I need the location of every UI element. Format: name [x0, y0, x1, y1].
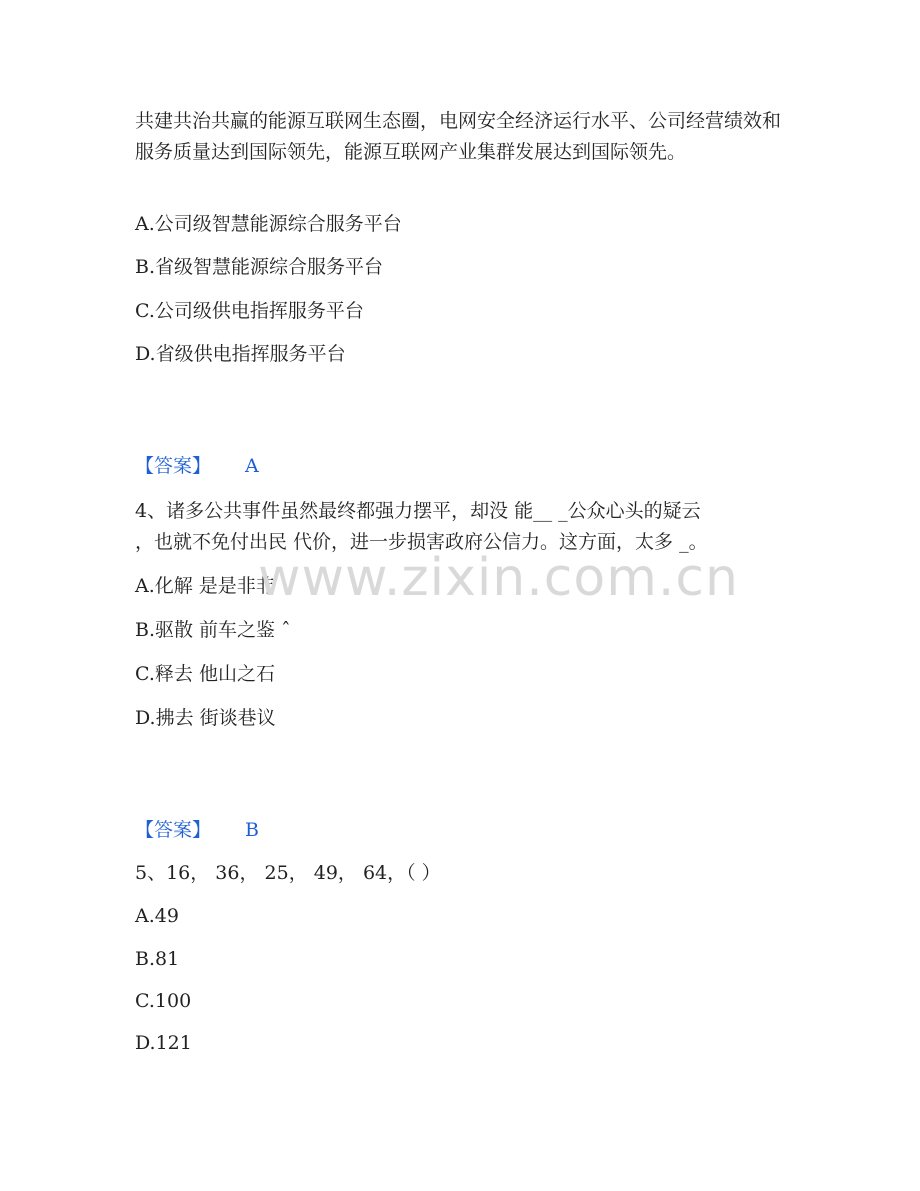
- q3-option-c: C.公司级供电指挥服务平台: [135, 300, 364, 322]
- q4-answer: [135, 819, 259, 841]
- q5-option-c: C.100: [135, 990, 192, 1012]
- q3-option-a: A.公司级智慧能源综合服务平台: [135, 213, 402, 235]
- q4-stem-line2: ，也就不免付出民 代价，进一步损害政府公信力。这方面，太多 _。: [135, 531, 708, 553]
- q4-option-d: D.拂去 街谈巷议: [135, 707, 276, 729]
- q4-stem-line1: 4、诸多公共事件虽然最终都强力摆平，却没 能__ _公众心头的疑云: [135, 500, 701, 522]
- q4-answer-value: B: [245, 819, 259, 841]
- q5-option-d: D.121: [135, 1032, 192, 1054]
- q3-answer-value: A: [245, 455, 259, 477]
- q3-option-d: D.省级供电指挥服务平台: [135, 343, 346, 365]
- q3-stem-continuation: 共建共治共赢的能源互联网生态圈，电网安全经济运行水平、公司经营绩效和服务质量达到国际领先，能源互联网产业集群发展达到国际领先。: [135, 110, 782, 163]
- q3-option-b: B.省级智慧能源综合服务平台: [135, 256, 384, 278]
- q4-option-a: A.化解 是是非非: [135, 575, 275, 597]
- q5-option-a: A.49: [135, 905, 179, 927]
- q4-option-c: C.释去 他山之石: [135, 663, 275, 685]
- q4-answer-label: 【答案】: [135, 819, 212, 841]
- watermark-text: www.zixin.com.cn: [258, 548, 739, 608]
- q5-stem: 5、16， 36， 25， 49， 64，（ ）: [135, 862, 441, 884]
- q3-answer: [135, 455, 259, 477]
- q5-option-b: B.81: [135, 948, 180, 970]
- q4-option-b: B.驱散 前车之鉴 ˆ: [135, 619, 291, 641]
- q3-answer-label: 【答案】: [135, 455, 212, 477]
